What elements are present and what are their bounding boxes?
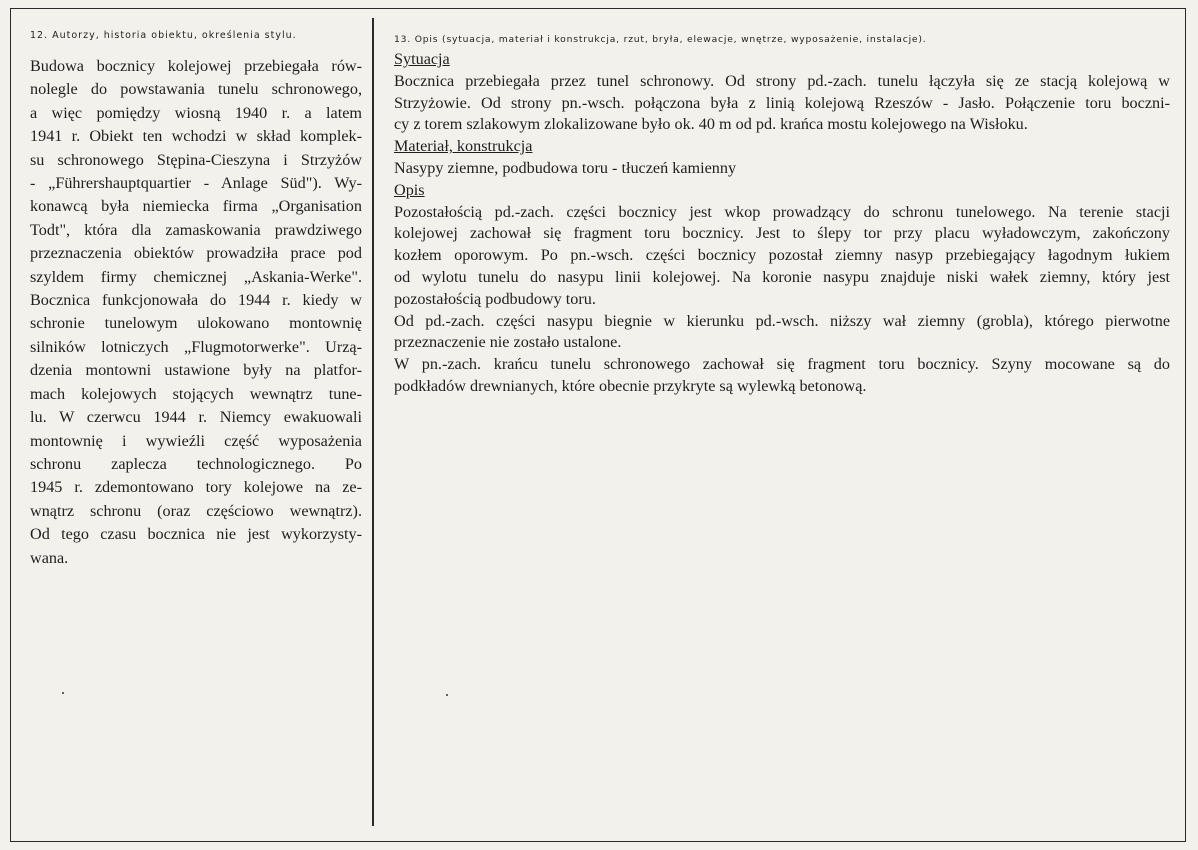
history-paragraph bbox=[30, 55, 362, 570]
text-line: su schronowego Stępina-Cieszyna i Strzyżów bbox=[30, 150, 362, 169]
text-line: 1945 r. zdemontowano tory kolejowe na ze- bbox=[30, 478, 362, 497]
text-line: schronie tunelowym ulokowano montownię bbox=[30, 314, 362, 333]
text-line: dzenia montowni ustawione były na platfor- bbox=[30, 361, 362, 380]
text-line: - „Führershauptquartier - Anlage Süd"). Wy- bbox=[30, 174, 362, 193]
text-line: podkładów drewnianych, które obecnie przykryte są wylewką betonową. bbox=[394, 376, 867, 395]
text-line: mach kolejowych stojących wewnątrz tune- bbox=[30, 384, 362, 403]
text-line: konawcą była niemiecka firma „Organisation bbox=[30, 197, 362, 216]
section-13-heading: 13. Opis (sytuacja, materiał i konstrukcja, rzut, bryła, elewacje, wnętrze, wyposażenie, instalacje). bbox=[394, 34, 927, 45]
text-line: Nasypy ziemne, podbudowa toru - tłuczeń kamienny bbox=[394, 158, 737, 177]
left-column bbox=[30, 30, 362, 570]
text-line: Bocznica funkcjonowała do 1944 r. kiedy w bbox=[30, 291, 362, 310]
section-12-heading: 12. Autorzy, historia obiektu, określenia stylu. bbox=[30, 30, 297, 41]
text-line: pozostałością podbudowy toru. bbox=[394, 289, 596, 308]
text-line: nolegle do powstawania tunelu schronowego, bbox=[30, 80, 362, 99]
subheading-opis: Opis bbox=[394, 180, 425, 199]
subheading-material: Materiał, konstrukcja bbox=[394, 137, 533, 156]
speck-mark bbox=[62, 692, 64, 694]
column-divider bbox=[372, 18, 374, 826]
text-line: montownię i wywieźli część wyposażenia bbox=[30, 431, 362, 450]
subheading-sytuacja: Sytuacja bbox=[394, 50, 450, 68]
text-line: Todt", która dla zamaskowania prawdziwego bbox=[30, 220, 362, 239]
text-line: W pn.-zach. krańcu tunelu schronowego zachował się fragment toru bocznicy. Szyny mocowane są do bbox=[394, 355, 1170, 374]
text-line: Pozostałością pd.-zach. części bocznicy jest wkop prowadzący do schronu tunelowego. Na terenie stacji bbox=[394, 202, 1170, 221]
text-line: od wylotu tunelu do nasypu linii kolejowej. Na koronie nasypu znajduje niski wałek ziemny, który jest bbox=[394, 267, 1170, 286]
text-line: lu. W czerwcu 1944 r. Niemcy ewakuowali bbox=[30, 408, 362, 427]
text-line: przeznaczenie nie zostało ustalone. bbox=[394, 333, 622, 352]
text-line: Strzyżowie. Od strony pn.-wsch. połączona była z linią kolejową Rzeszów - Jasło. Połączenie toru boczni- bbox=[394, 93, 1170, 112]
text-line: cy z torem szlakowym zlokalizowane było ok. 40 m od pd. krańca mostu kolejowego na Wisłoku. bbox=[394, 115, 1028, 134]
text-line: Budowa bocznicy kolejowej przebiegała rów- bbox=[30, 57, 362, 75]
text-line: przeznaczenia obiektów prowadziła prace pod bbox=[30, 244, 362, 263]
text-line: kolejowej zachował się fragment toru bocznicy. Jest to ślepy tor przy placu wyładowczym, zakończony bbox=[394, 224, 1170, 243]
text-line: a więc pomiędzy wiosną 1940 r. a latem bbox=[30, 103, 362, 122]
text-line: Od pd.-zach. części nasypu biegnie w kierunku pd.-wsch. niższy wał ziemny (grobla), którego pierwotne bbox=[394, 311, 1170, 330]
text-line: szyldem firmy chemicznej „Askania-Werke". bbox=[30, 267, 362, 286]
right-column bbox=[394, 34, 1170, 398]
text-line: kozłem oporowym. Po pn.-wsch. części bocznicy pozostał ziemny nasyp przebiegający łagodnym łukiem bbox=[394, 246, 1170, 265]
text-line: schronu zaplecza technologicznego. Po bbox=[30, 454, 362, 473]
text-line: 1941 r. Obiekt ten wchodzi w skład komplek- bbox=[30, 127, 362, 146]
speck-mark bbox=[446, 694, 448, 696]
text-line: silników lotniczych „Flugmotorwerke". Urzą- bbox=[30, 337, 362, 356]
text-line: wnątrz schronu (oraz częściowo wewnątrz). bbox=[30, 501, 362, 520]
description-body bbox=[394, 49, 1170, 398]
text-line: Od tego czasu bocznica nie jest wykorzysty- bbox=[30, 525, 362, 544]
text-line: wana. bbox=[30, 548, 69, 567]
text-line: Bocznica przebiegała przez tunel schronowy. Od strony pd.-zach. tunelu łączyła się ze stacją kolejową w bbox=[394, 71, 1170, 90]
